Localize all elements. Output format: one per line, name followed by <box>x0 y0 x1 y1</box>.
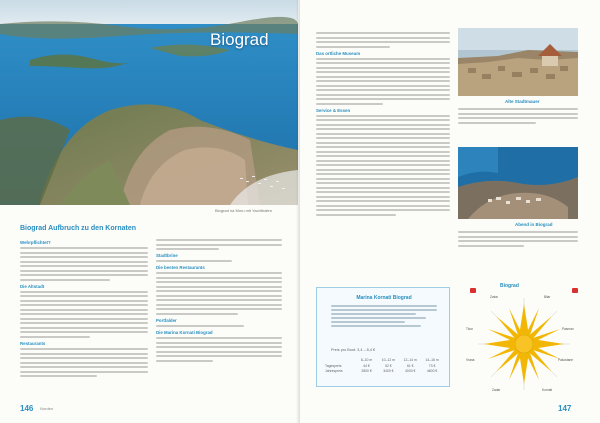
rose-label: Vrana <box>466 358 475 362</box>
aerial-photo <box>0 0 298 205</box>
photo-caption: Biograd na Moru mit Yachthafen <box>215 208 272 213</box>
info-box-title: Marina Kornati Biograd <box>356 295 412 301</box>
sun-rose-graphic <box>462 282 586 400</box>
page-number-right: 147 <box>558 404 572 413</box>
left-column-2 <box>156 237 282 364</box>
harbor-photo-illustration <box>458 147 578 219</box>
subheading: Portfalder <box>156 317 177 323</box>
rose-label: Zaton <box>490 295 499 299</box>
rose-label: Tkon <box>466 327 474 331</box>
subheading: Service & Essen <box>316 107 351 113</box>
table-row: Tagespreis 44 € 52 € 61 € 73 € <box>325 363 436 368</box>
subheading: Stadtbrine <box>156 253 178 258</box>
table-row: Jahrespreis 2800 € 3400 € 4000 € 4600 € <box>325 369 438 373</box>
subheading: Die Marina Kornati Biograd <box>156 330 213 336</box>
price-table <box>325 358 443 375</box>
wall-photo-illustration <box>458 28 578 96</box>
page-section-label: Norden <box>40 406 54 411</box>
table-header-row: 8–10 m 10–12 m 12–14 m 14–16 m <box>360 358 439 362</box>
subheading: Die Altstadt <box>20 283 45 289</box>
subheading: Das ortliche Museum <box>316 50 361 56</box>
wall-photo-caption <box>458 106 578 126</box>
left-column-1 <box>20 237 148 380</box>
harbor-photo-caption <box>458 229 578 249</box>
distance-rose <box>462 282 586 400</box>
right-column-1 <box>316 30 450 218</box>
photo-title: Biograd <box>210 30 269 49</box>
price-label: Preis pro Boot: 3,4 – 8,4 € <box>331 348 376 352</box>
subheading: Die besten Restaurants <box>156 265 205 271</box>
rose-title: Biograd <box>500 283 519 289</box>
subheading: Wehrpflichtet? <box>20 240 51 245</box>
subheading: Restaurants <box>20 340 46 346</box>
page-number-left: 146 <box>20 404 34 413</box>
rose-label: Kornati <box>542 388 553 392</box>
marina-info-box <box>316 287 450 387</box>
wall-photo-heading: Alte Stadtmauer <box>505 99 540 104</box>
rose-label: Zadar <box>492 388 501 392</box>
harbor-photo-heading: Abend in Biograd <box>515 222 553 227</box>
harbor-photo <box>458 147 578 219</box>
article-heading: Biograd Aufbruch zu den Kornaten <box>20 225 137 232</box>
rose-label: Pasman <box>562 327 574 331</box>
old-town-wall-photo <box>458 28 578 96</box>
rose-label: Pakostane <box>558 358 574 362</box>
rose-label: Bilar <box>544 295 551 299</box>
